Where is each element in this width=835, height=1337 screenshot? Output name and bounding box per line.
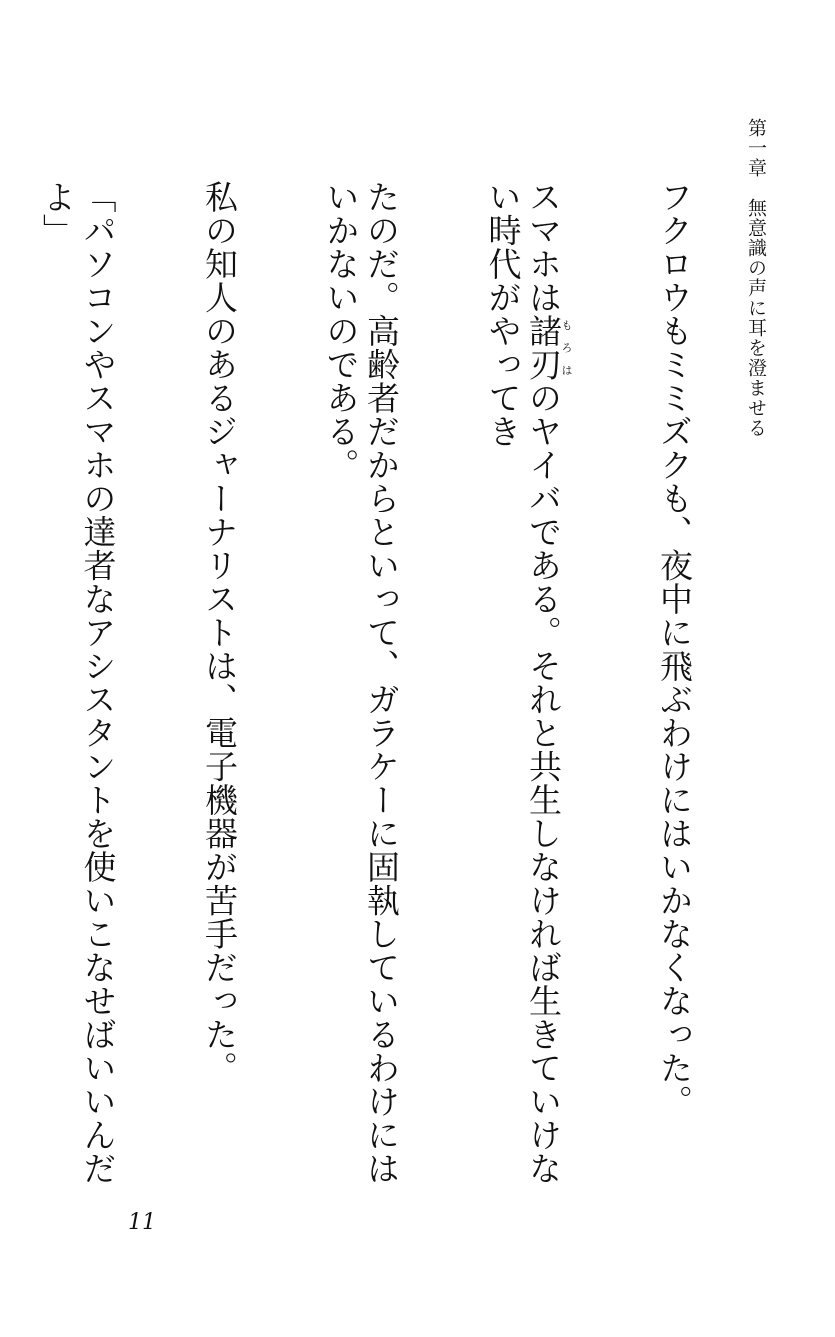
text-line: フクロウもミミズクも、夜中に飛ぶわけにはいかなくなった。 [655,180,694,1118]
ruby-annotation: 諸刃もろは [524,314,573,381]
text-line: 「パソコンやスマホの達者なアシスタントを使いこなせばいいんだよ」 [38,180,118,1185]
page-number: 11 [128,1210,156,1235]
text-line: スマホは諸刃もろはのヤイバである。それと共生しなければ生きていけない時代がやってき [483,180,573,1185]
chapter-header: 第一章 無意識の声に耳を澄ませる [745,118,767,438]
text-line: 私の知人のあるジャーナリストは、電子機器が苦手だった。 [200,180,239,1085]
text-line: たのだ。高齢者だからといって、ガラケーに固執しているわけにはいかないのである。 [321,180,401,1185]
body-text [38,180,775,1210]
